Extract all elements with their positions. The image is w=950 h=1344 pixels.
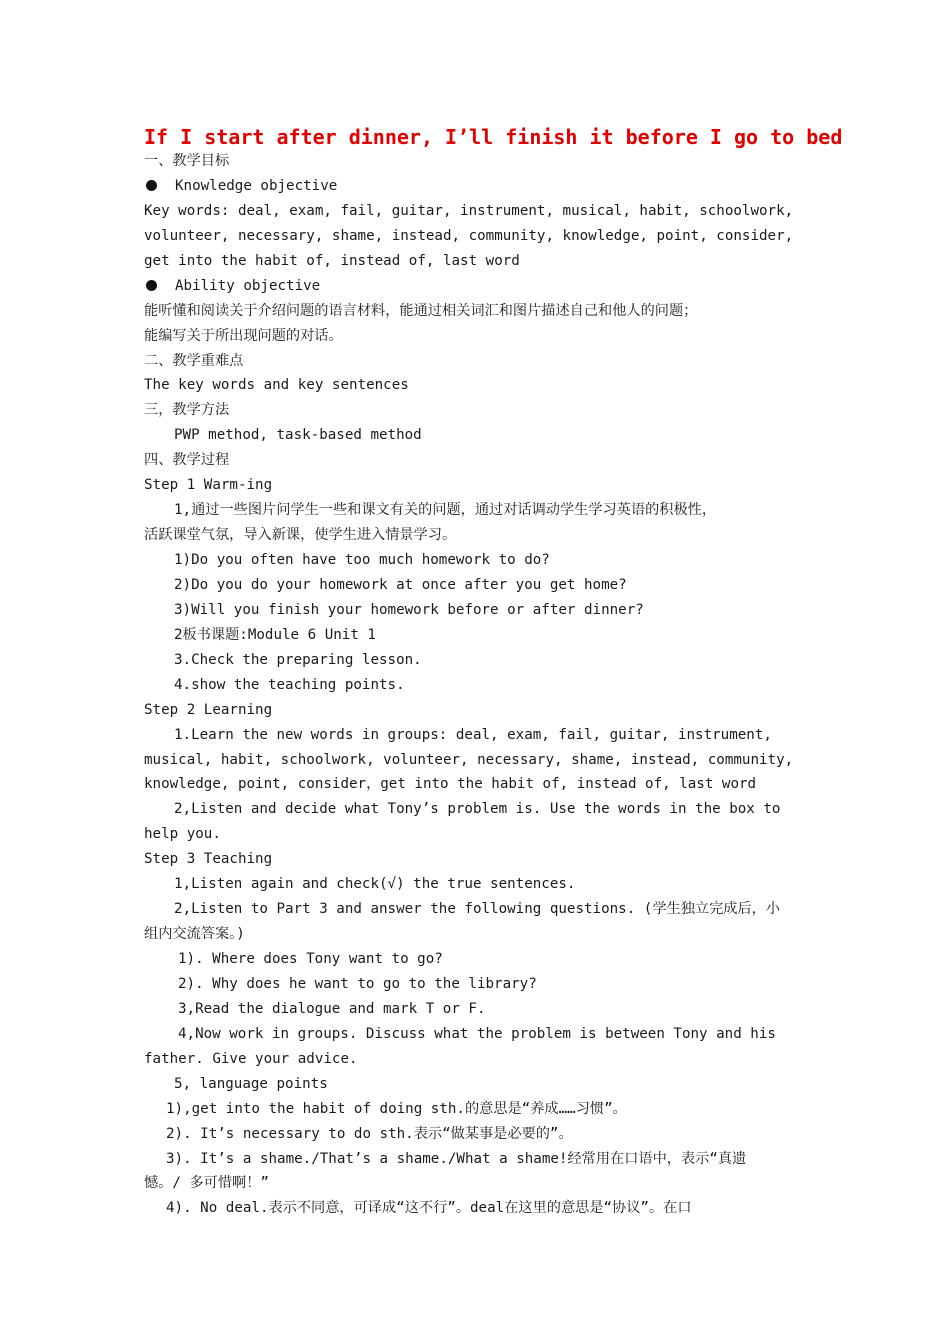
text-line: 4.show the teaching points. [174,676,405,693]
text-line: 2,Listen and decide what Tony’s problem is. Use the words in the box to [174,801,781,818]
text-line: 3)Will you finish your homework before or after dinner? [174,601,644,618]
text-line: knowledge, point, consider，get into the habit of, instead of, last word [144,776,757,793]
text-line: 3.Check the preparing lesson. [174,651,422,668]
text-line: 4,Now work in groups. Discuss what the problem is between Tony and his [178,1025,776,1042]
text-line: 能听懂和阅读关于介绍问题的语言材料，能通过相关词汇和图片描述自己和他人的问题； [144,302,698,319]
bullet-icon [146,280,157,291]
text-line: father. Give your advice. [144,1050,358,1067]
text-line: 能编写关于所出现问题的对话。 [144,327,343,344]
text-line: musical, habit, schoolwork, volunteer, necessary, shame, instead, community, [144,751,794,768]
section-heading: 二、教学重难点 [144,352,244,369]
text-line: 2). Why does he want to go to the library? [178,975,537,992]
text-line: The key words and key sentences [144,377,409,394]
text-line: PWP method, task-based method [174,427,422,444]
text-line: 3,Read the dialogue and mark T or F. [178,1000,486,1017]
bullet-item [144,174,808,199]
section-heading: 一、教学目标 [144,153,230,169]
section-heading: 四、教学过程 [144,452,230,469]
text-line: 4). No deal.表示不同意，可译成“这不行”。deal在这里的意思是“协议”。在口 [166,1200,692,1217]
text-line: 1,通过一些图片问学生一些和课文有关的问题，通过对话调动学生学习英语的积极性， [174,502,717,519]
text-line: 5, language points [174,1075,328,1092]
bullet-item [144,274,808,299]
document-title: If I start after dinner, I’ll finish it before I go to bed [144,125,843,149]
text-line: 1),get into the habit of doing sth.的意思是“养成……习惯”。 [166,1100,627,1117]
step-heading: Step 2 Learning [144,701,273,718]
text-line: 2)Do you do your homework at once after you get home? [174,576,627,593]
text-line: Key words: deal, exam, fail, guitar, instrument, musical, habit, schoolwork, [144,202,794,219]
text-line: 2). It’s necessary to do sth.表示“做某事是必要的”。 [166,1125,573,1142]
text-line: 2板书课题:Module 6 Unit 1 [174,626,376,643]
text-line: volunteer, necessary, shame, instead, community, knowledge, point, consider, [144,227,794,244]
text-line: 组内交流答案。) [144,926,245,943]
text-line: 1)Do you often have too much homework to do? [174,552,550,568]
text-line: 1,Listen again and check(√) the true sentences. [174,876,576,893]
text-line: 1). Where does Tony want to go? [178,951,443,967]
text-line: 3). It’s a shame./That’s a shame./What a shame!经常用在口语中，表示“真遗 [166,1150,747,1167]
step-heading: Step 3 Teaching [144,851,273,868]
text-line: help you. [144,826,221,843]
text-line: 憾。/ 多可惜啊！” [144,1175,269,1192]
text-line: 1.Learn the new words in groups: deal, exam, fail, guitar, instrument, [174,726,772,743]
bullet-icon [146,180,157,191]
section-heading: 三，教学方法 [144,402,230,419]
text-line: 2,Listen to Part 3 and answer the following questions. (学生独立完成后，小 [174,901,781,918]
bullet-text: Knowledge objective [175,177,338,194]
text-line: get into the habit of, instead of, last word [144,252,520,269]
document-body [144,149,808,1221]
step-heading: Step 1 Warm-ing [144,477,273,494]
bullet-text: Ability objective [175,277,321,294]
text-line: 活跃课堂气氛，导入新课，使学生进入情景学习。 [144,527,457,544]
